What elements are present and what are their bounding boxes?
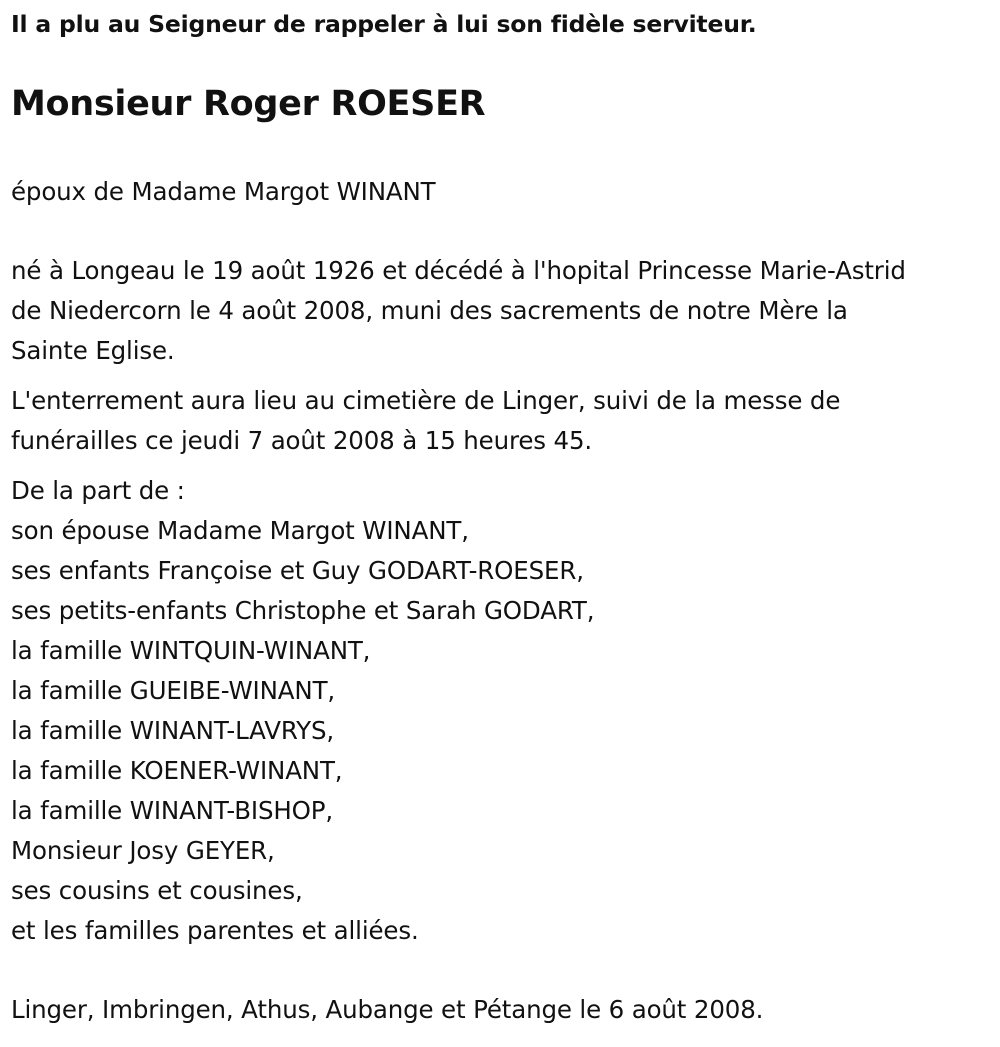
birth-death-line: né à Longeau le 19 août 1926 et décédé à l'hopital Princesse Marie-Astrid: [11, 256, 906, 285]
family-member: et les familles parentes et alliées.: [11, 916, 419, 945]
funeral-line: funérailles ce jeudi 7 août 2008 à 15 heures 45.: [11, 426, 593, 455]
funeral-line: L'enterrement aura lieu au cimetière de Linger, suivi de la messe de: [11, 386, 841, 415]
birth-death-line: de Niedercorn le 4 août 2008, muni des sacrements de notre Mère la: [11, 296, 848, 325]
place-date-line: Linger, Imbringen, Athus, Aubange et Pétange le 6 août 2008.: [11, 995, 764, 1024]
family-member: ses petits-enfants Christophe et Sarah GODART,: [11, 596, 595, 625]
family-member: la famille WINTQUIN-WINANT,: [11, 636, 371, 665]
family-member: la famille WINANT-BISHOP,: [11, 796, 334, 825]
intro-text: Il a plu au Seigneur de rappeler à lui son fidèle serviteur.: [11, 10, 757, 38]
from-label: De la part de :: [11, 476, 185, 505]
family-member: ses cousins et cousines,: [11, 876, 303, 905]
spouse-line: époux de Madame Margot WINANT: [11, 177, 436, 206]
family-member: la famille KOENER-WINANT,: [11, 756, 343, 785]
family-member: la famille WINANT-LAVRYS,: [11, 716, 334, 745]
family-member: ses enfants Françoise et Guy GODART-ROESER,: [11, 556, 584, 585]
family-member: son épouse Madame Margot WINANT,: [11, 516, 469, 545]
deceased-name: Monsieur Roger ROESER: [11, 84, 486, 124]
family-member: Monsieur Josy GEYER,: [11, 836, 275, 865]
family-member: la famille GUEIBE-WINANT,: [11, 676, 336, 705]
birth-death-line: Sainte Eglise.: [11, 336, 175, 365]
